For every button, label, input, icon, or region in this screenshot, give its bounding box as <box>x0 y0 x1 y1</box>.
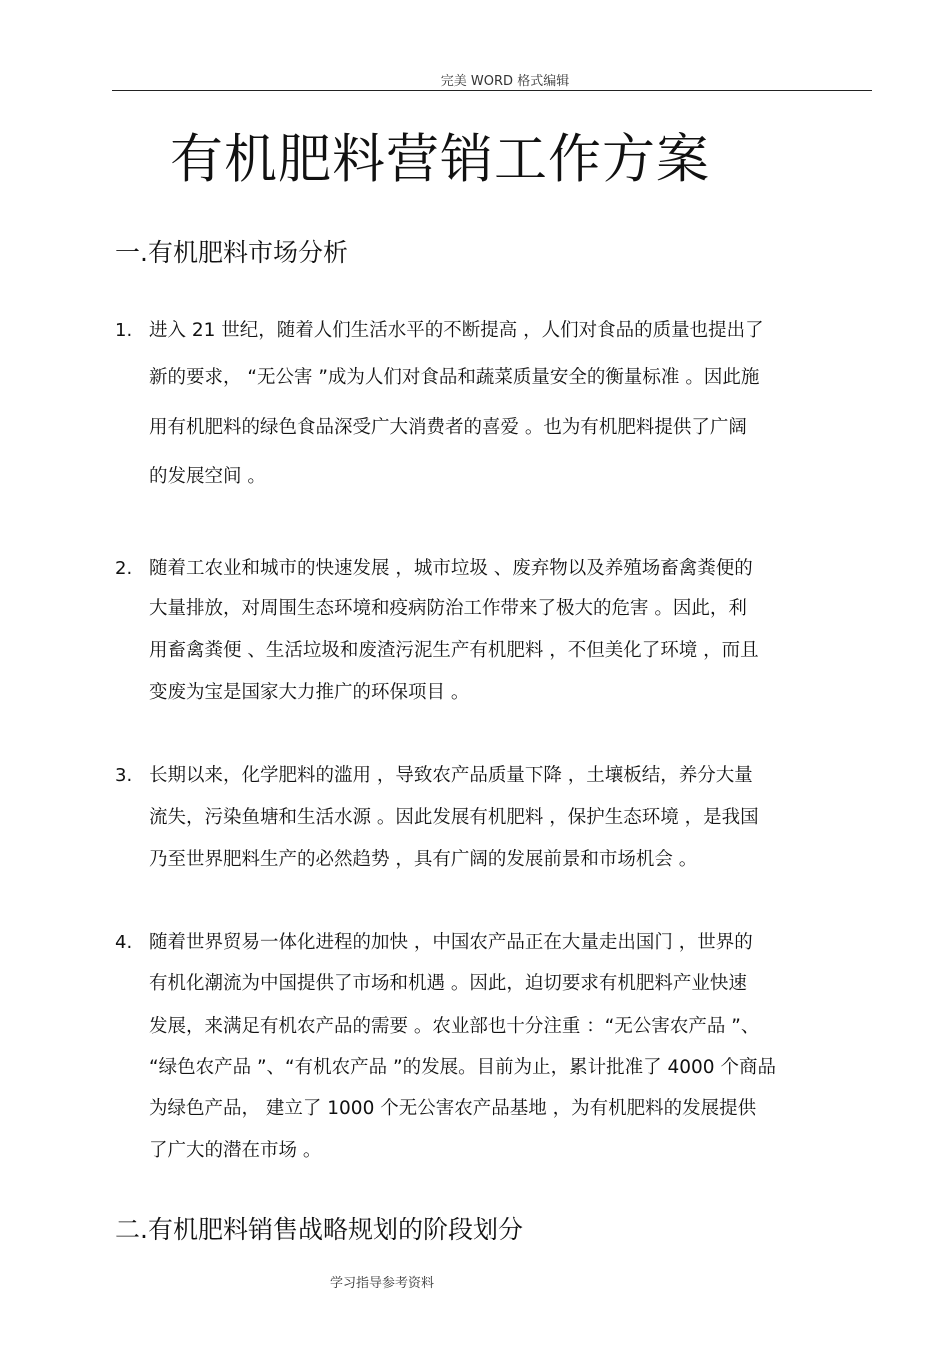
page-header: 完美 WORD 格式编辑 <box>440 74 570 89</box>
paragraph-line: 长期以来，化学肥料的滥用 ，导致农产品质量下降 ，土壤板结，养分大量 <box>149 765 753 786</box>
paragraph-line: 用有机肥料的绿色食品深受广大消费者的喜爱 。也为有机肥料提供了广阔 <box>149 417 747 438</box>
paragraph-line: 为绿色产品， 建立了 1000 个无公害农产品基地 ，为有机肥料的发展提供 <box>149 1098 757 1119</box>
paragraph-line: 进入 21 世纪，随着人们生活水平的不断提高 ，人们对食品的质量也提出了 <box>149 320 764 341</box>
section-heading-2: 二.有机肥料销售战略规划的阶段划分 <box>115 1215 523 1244</box>
paragraph-line: 发展，来满足有机农产品的需要 。农业部也十分注重 ：“无公害农产品 ”、 <box>149 1016 760 1037</box>
paragraph-line: 有机化潮流为中国提供了市场和机遇 。因此，迫切要求有机肥料产业快速 <box>149 973 747 994</box>
list-item-number: 3. <box>115 765 133 786</box>
list-item-number: 2. <box>115 558 133 579</box>
paragraph-line: 流失，污染鱼塘和生活水源 。因此发展有机肥料 ，保护生态环境 ，是我国 <box>149 807 759 828</box>
paragraph-line: “绿色农产品 ”、“有机农产品 ”的发展。目前为止，累计批准了 4000 个商品 <box>149 1057 776 1078</box>
paragraph-line: 随着世界贸易一体化进程的加快 ，中国农产品正在大量走出国门 ，世界的 <box>149 932 753 953</box>
paragraph-line: 用畜禽粪便 、生活垃圾和废渣污泥生产有机肥料 ，不但美化了环境 ，而且 <box>149 640 759 661</box>
paragraph-line: 大量排放，对周围生态环境和疫病防治工作带来了极大的危害 。因此，利 <box>149 598 747 619</box>
paragraph-line: 乃至世界肥料生产的必然趋势 ，具有广阔的发展前景和市场机会 。 <box>149 849 698 870</box>
paragraph-line: 随着工农业和城市的快速发展 ，城市垃圾 、废弃物以及养殖场畜禽粪便的 <box>149 558 753 579</box>
document-title: 有机肥料营销工作方案 <box>170 129 710 190</box>
header-divider <box>112 90 872 91</box>
list-item-number: 4. <box>115 932 133 953</box>
paragraph-line: 了广大的潜在市场 。 <box>149 1140 322 1161</box>
paragraph-line: 变废为宝是国家大力推广的环保项目 。 <box>149 682 470 703</box>
page-footer: 学习指导参考资料 <box>330 1276 435 1291</box>
paragraph-line: 的发展空间 。 <box>149 466 266 487</box>
section-heading-1: 一.有机肥料市场分析 <box>115 238 348 267</box>
paragraph-line: 新的要求， “无公害 ”成为人们对食品和蔬菜质量安全的衡量标准 。因此施 <box>149 367 760 388</box>
list-item-number: 1. <box>115 320 133 341</box>
